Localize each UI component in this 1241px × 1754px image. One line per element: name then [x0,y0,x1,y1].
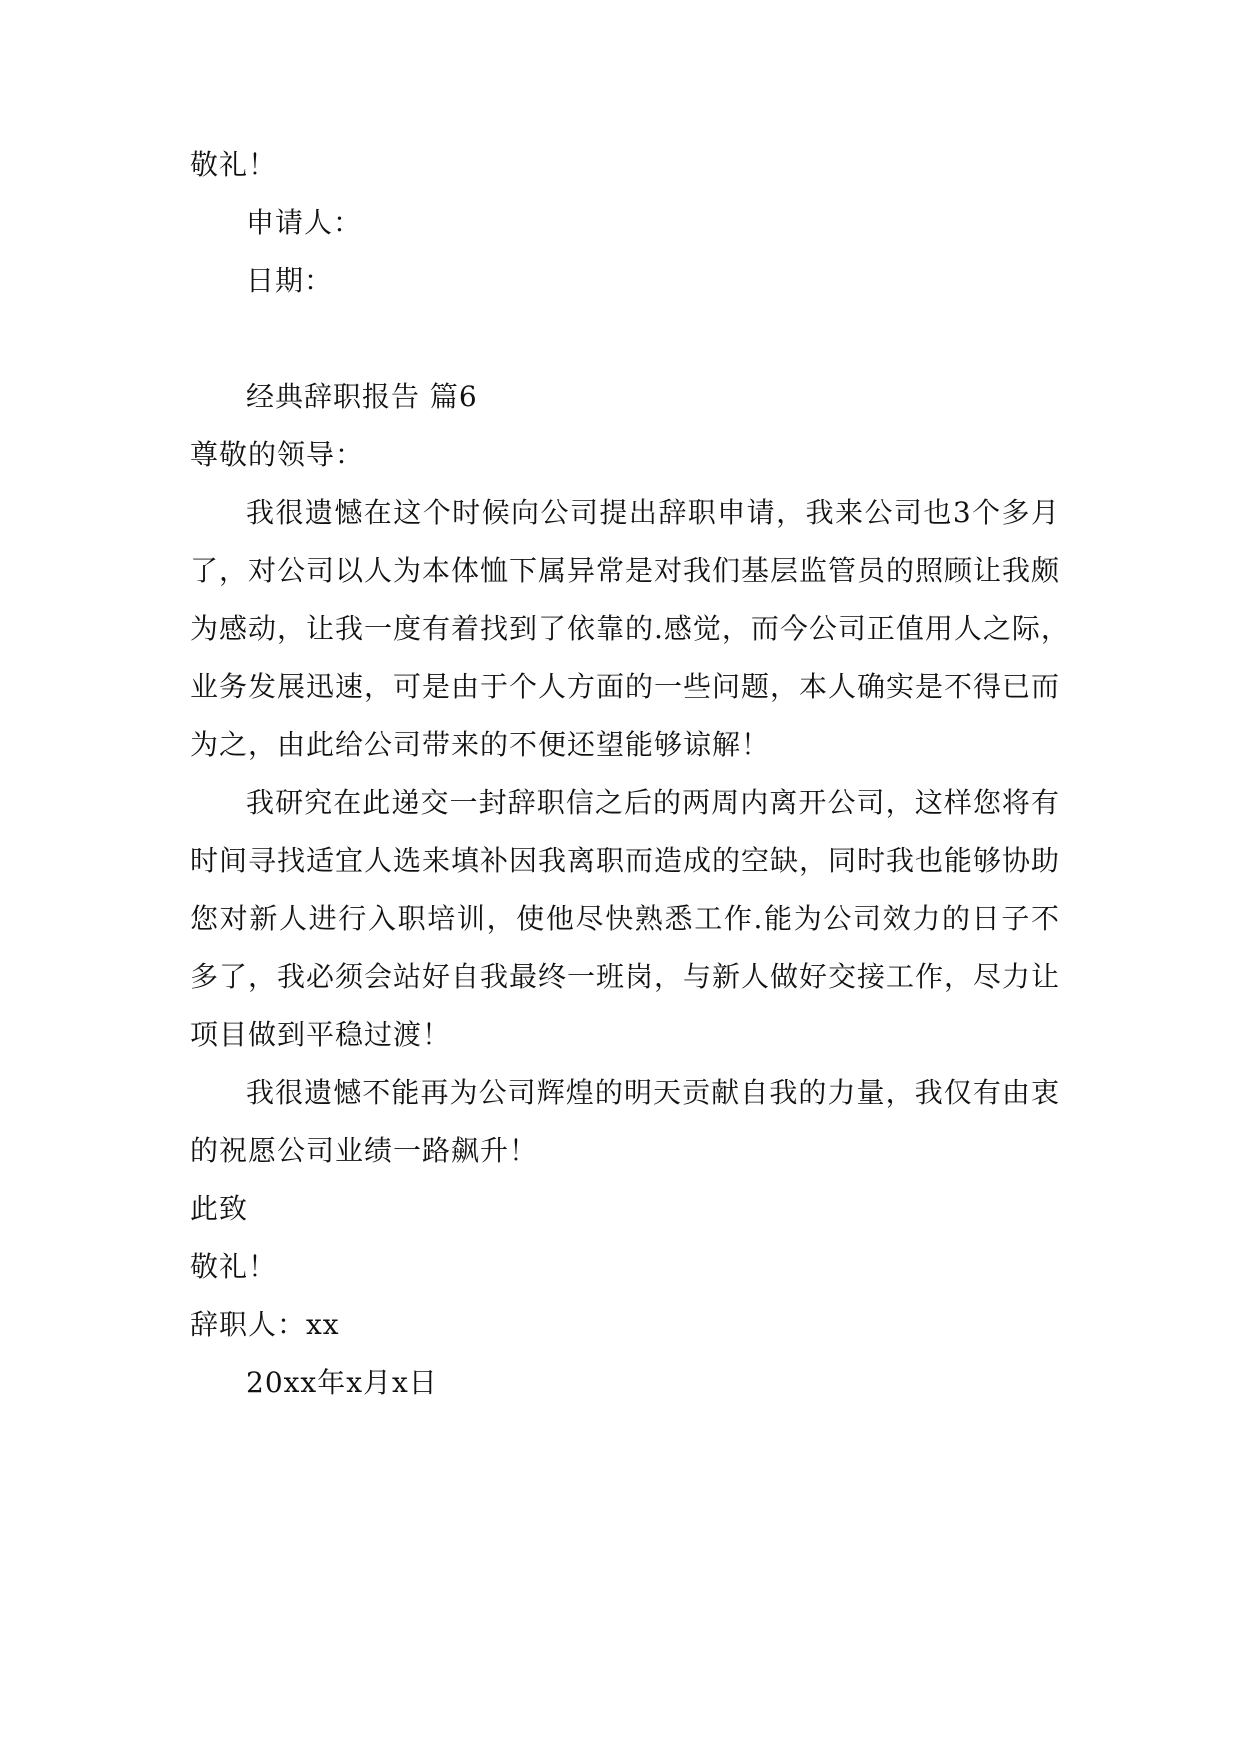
paragraph-1-line-3: 为感动，让我一度有着找到了依靠的.感觉，而今公司正值用人之际， [190,612,1070,645]
letter-date: 20xx年x月x日 [246,1366,438,1399]
paragraph-1-line-2: 了，对公司以人为本体恤下属异常是对我们基层监管员的照顾让我颇 [190,554,1061,587]
paragraph-1-line-4: 业务发展迅速，可是由于个人方面的一些问题，本人确实是不得已而 [190,670,1061,703]
closing-jing-li: 敬礼！ [190,1250,278,1283]
salutation: 尊敬的领导： [190,438,365,471]
closing-salute: 敬礼！ [190,148,278,181]
paragraph-2-line-4: 多了，我必须会站好自我最终一班岗，与新人做好交接工作，尽力让 [190,960,1061,993]
paragraph-2-line-5: 项目做到平稳过渡！ [190,1018,452,1051]
paragraph-3-line-2: 的祝愿公司业绩一路飙升！ [190,1134,539,1167]
signer: 辞职人：xx [190,1308,340,1341]
paragraph-3-line-1: 我很遗憾不能再为公司辉煌的明天贡献自我的力量，我仅有由衷 [246,1076,1060,1109]
paragraph-2-line-3: 您对新人进行入职培训，使他尽快熟悉工作.能为公司效力的日子不 [190,902,1060,935]
paragraph-2-line-2: 时间寻找适宜人选来填补因我离职而造成的空缺，同时我也能够协助 [190,844,1061,877]
section-title: 经典辞职报告 篇6 [246,380,478,413]
closing-ci-zhi: 此致 [190,1192,249,1225]
paragraph-1-line-1: 我很遗憾在这个时候向公司提出辞职申请，我来公司也3个多月 [246,496,1060,529]
paragraph-2-line-1: 我研究在此递交一封辞职信之后的两周内离开公司，这样您将有 [246,786,1060,819]
applicant-label: 申请人： [246,206,363,239]
paragraph-1-line-5: 为之，由此给公司带来的不便还望能够谅解！ [190,728,771,761]
date-label: 日期： [246,264,334,297]
